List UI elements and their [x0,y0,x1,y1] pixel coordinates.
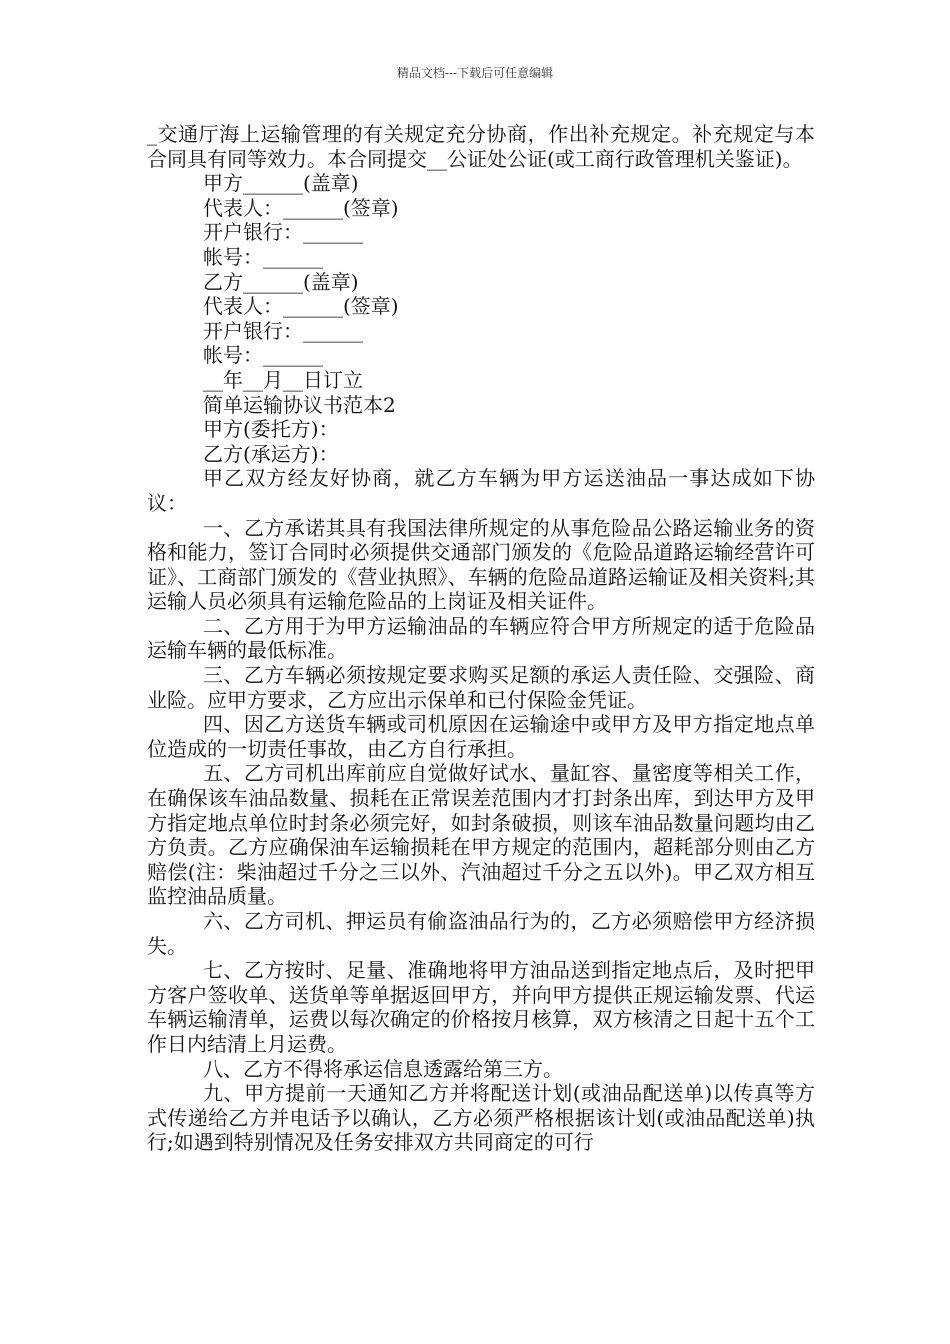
signature-line: 代表人：______(签章) [203,294,399,319]
paragraph: 六、乙方司机、押运员有偷盗油品行为的，乙方必须赔偿甲方经济损失。 [147,909,815,958]
document-body [147,122,815,1155]
signature-line: 甲方(委托方)： [203,417,339,442]
signature-line: 开户银行：______ [203,318,363,343]
signature-line: 开户银行：______ [203,220,363,245]
signature-line: 甲方______(盖章) [203,171,359,196]
paragraph: 一、乙方承诺其具有我国法律所规定的从事危险品公路运输业务的资格和能力，签订合同时必须提供交通部门颁发的《危险品道路运输经营许可证》、工商部门颁发的《营业执照》、车辆的危险品道路运输证及相关资料;其运输人员必须具有运输危险品的上岗证及相关证件。 [147,515,815,614]
signature-line: 代表人：______(签章) [203,195,399,220]
signature-line: 简单运输协议书范本2 [203,392,396,417]
signature-line: 帐号：______ [203,343,323,368]
paragraph: _交通厅海上运输管理的有关规定充分协商，作出补充规定。补充规定与本合同具有同等效力。本合同提交__公证处公证(或工商行政管理机关鉴证)。 [147,122,815,171]
signature-line: __年__月__日订立 [203,367,363,392]
paragraph: 二、乙方用于为甲方运输油品的车辆应符合甲方所规定的适于危险品运输车辆的最低标准。 [147,613,815,663]
signature-line: 乙方______(盖章) [203,269,359,294]
paragraph: 九、甲方提前一天通知乙方并将配送计划(或油品配送单)以传真等方式传递给乙方并电话予以确认，乙方必须严格根据该计划(或油品配送单)执行;如遇到特别情况及任务安排双方共同商定的可行 [147,1081,815,1155]
paragraph: 八、乙方不得将承运信息透露给第三方。 [203,1056,563,1081]
paragraph: 四、因乙方送货车辆或司机原因在运输途中或甲方及甲方指定地点单位造成的一切责任事故，由乙方自行承担。 [147,712,815,761]
paragraph: 七、乙方按时、足量、准确地将甲方油品送到指定地点后，及时把甲方客户签收单、送货单等单据返回甲方，并向甲方提供正规运输发票、代运车辆运输清单，运费以每次确定的价格按月核算，双方核清之日起十五个工作日内结清上月运费。 [147,958,815,1056]
page-header: 精品文档---下载后可任意编辑 [396,66,554,80]
signature-line: 乙方(承运方)： [203,441,339,466]
paragraph: 五、乙方司机出库前应自觉做好试水、量缸容、量密度等相关工作，在确保该车油品数量、损耗在正常误差范围内才打封条出库，到达甲方及甲方指定地点单位时封条必须完好，如封条破损，则该车油品数量问题均由乙方负责。乙方应确保油车运输损耗在甲方规定的范围内，超耗部分则由乙方赔偿(注：柴油超过千分之三以外、汽油超过千分之五以外)。甲乙双方相互监控油品质量。 [147,761,815,909]
signature-line: 帐号：______ [203,244,323,269]
paragraph: 甲乙双方经友好协商，就乙方车辆为甲方运送油品一事达成如下协议： [147,466,815,515]
paragraph: 三、乙方车辆必须按规定要求购买足额的承运人责任险、交强险、商业险。应甲方要求，乙方应出示保单和已付保险金凭证。 [147,663,815,712]
